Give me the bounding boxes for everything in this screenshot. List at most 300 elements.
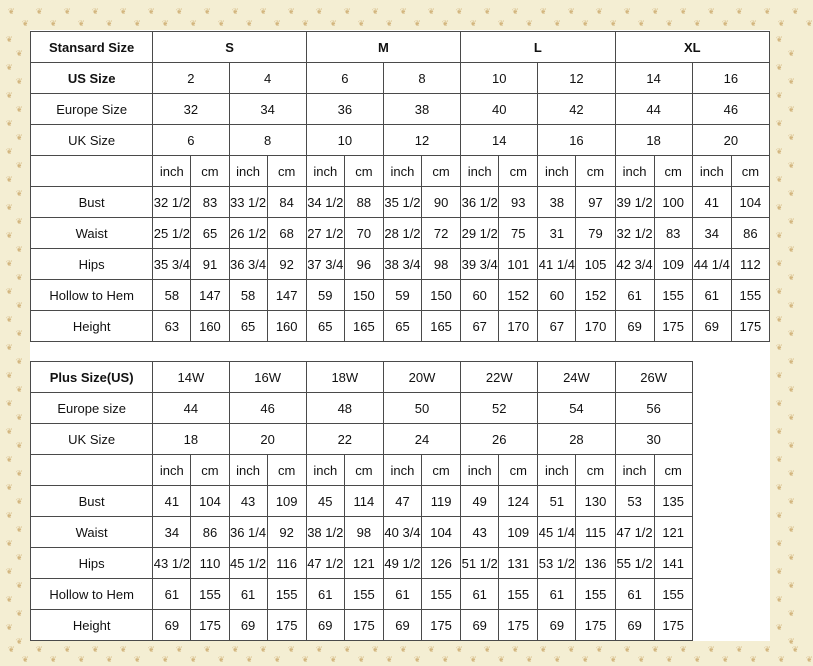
measurement-row [31,579,770,610]
us-size-cell: 16 [692,63,769,94]
unit-inch: inch [306,455,344,486]
paw-print-icon: ❦ [330,655,337,664]
measurement-row [31,486,770,517]
unit-cm: cm [191,455,229,486]
paw-print-icon: ❦ [358,19,365,28]
value-inch: 69 [461,610,499,641]
value-inch: 61 [229,579,267,610]
value-cm: 109 [499,517,538,548]
plus-europe-size-cell: 50 [383,393,460,424]
uk-size-cell: 8 [229,125,306,156]
plus-us-size-cell: 16W [229,362,306,393]
paw-print-icon: ❦ [456,7,463,16]
unit-row [31,156,770,187]
size-group-xl: XL [615,32,769,63]
paw-print-icon: ❦ [442,655,449,664]
value-cm: 121 [654,517,692,548]
value-cm: 155 [654,280,692,311]
paw-print-icon: ❦ [776,343,783,352]
measurement-label: Waist [31,218,153,249]
value-cm: 96 [344,249,383,280]
value-cm: 121 [344,548,383,579]
paw-print-icon: ❦ [806,655,813,664]
europe-size-cell: 32 [153,94,229,125]
value-cm: 175 [731,311,769,342]
paw-print-icon: ❦ [16,301,23,310]
paw-print-icon: ❦ [776,623,783,632]
value-cm: 160 [267,311,306,342]
paw-print-icon: ❦ [302,19,309,28]
paw-print-icon: ❦ [6,455,13,464]
unit-inch: inch [461,156,499,187]
value-inch: 61 [615,280,654,311]
paw-print-icon: ❦ [788,77,795,86]
value-inch: 60 [538,280,576,311]
paw-print-icon: ❦ [776,399,783,408]
value-inch: 36 3/4 [229,249,267,280]
value-inch: 47 1/2 [615,517,654,548]
paw-print-icon: ❦ [120,645,127,654]
value-inch: 31 [538,218,576,249]
paw-print-icon: ❦ [274,19,281,28]
paw-print-icon: ❦ [470,655,477,664]
value-cm: 150 [344,280,383,311]
value-inch: 34 1/2 [306,187,344,218]
value-cm: 147 [191,280,229,311]
value-cm: 175 [654,610,692,641]
value-cm: 104 [422,517,461,548]
value-inch: 41 [692,187,731,218]
value-cm: 126 [422,548,461,579]
paw-print-icon: ❦ [50,655,57,664]
unit-row-label-empty [31,455,153,486]
paw-print-icon: ❦ [708,7,715,16]
paw-print-icon: ❦ [736,645,743,654]
value-cm: 165 [422,311,461,342]
paw-print-icon: ❦ [16,217,23,226]
value-inch: 39 3/4 [461,249,499,280]
paw-print-icon: ❦ [776,371,783,380]
value-inch: 36 1/4 [229,517,267,548]
value-inch: 45 [306,486,344,517]
plus-us-size-cell: 24W [538,362,615,393]
value-cm: 79 [576,218,615,249]
paw-print-icon: ❦ [484,7,491,16]
blank-cell [692,579,769,610]
value-inch: 38 [538,187,576,218]
paw-print-icon: ❦ [776,175,783,184]
value-inch: 69 [383,610,421,641]
plus-measurement-rows [31,486,770,641]
paw-print-icon: ❦ [498,19,505,28]
value-cm: 104 [731,187,769,218]
value-cm: 92 [267,249,306,280]
paw-print-icon: ❦ [652,7,659,16]
paw-print-icon: ❦ [6,595,13,604]
paw-print-icon: ❦ [806,19,813,28]
value-inch: 42 3/4 [615,249,654,280]
paw-print-icon: ❦ [498,655,505,664]
measurement-label: Hollow to Hem [31,579,153,610]
value-cm: 155 [499,579,538,610]
paw-print-icon: ❦ [16,413,23,422]
paw-print-icon: ❦ [776,231,783,240]
uk-size-cell: 14 [461,125,538,156]
paw-print-icon: ❦ [6,147,13,156]
paw-print-icon: ❦ [134,655,141,664]
unit-cm: cm [344,455,383,486]
paw-print-icon: ❦ [302,655,309,664]
value-inch: 63 [153,311,191,342]
unit-cm: cm [654,455,692,486]
paw-print-icon: ❦ [6,399,13,408]
paw-print-icon: ❦ [358,655,365,664]
paw-print-icon: ❦ [190,19,197,28]
paw-print-icon: ❦ [134,19,141,28]
value-cm: 88 [344,187,383,218]
value-cm: 92 [267,517,306,548]
paw-print-icon: ❦ [372,7,379,16]
paw-print-icon: ❦ [246,19,253,28]
value-cm: 112 [731,249,769,280]
us-size-cell: 2 [153,63,229,94]
measurement-label: Hollow to Hem [31,280,153,311]
paw-print-icon: ❦ [624,7,631,16]
value-inch: 65 [306,311,344,342]
paw-print-icon: ❦ [260,645,267,654]
paw-print-icon: ❦ [596,7,603,16]
value-cm: 86 [731,218,769,249]
value-inch: 28 1/2 [383,218,421,249]
blank-cell [692,548,769,579]
paw-print-icon: ❦ [16,497,23,506]
paw-print-icon: ❦ [776,483,783,492]
value-cm: 93 [499,187,538,218]
paw-print-icon: ❦ [218,19,225,28]
paw-print-icon: ❦ [596,645,603,654]
unit-inch: inch [383,455,421,486]
plus-uk-size-cell: 24 [383,424,460,455]
value-inch: 32 1/2 [615,218,654,249]
paw-print-icon: ❦ [386,19,393,28]
us-size-cell: 4 [229,63,306,94]
paw-print-icon: ❦ [414,655,421,664]
value-inch: 49 [461,486,499,517]
measurement-row [31,187,770,218]
unit-inch: inch [538,156,576,187]
blank-cell [692,393,769,424]
europe-size-row [31,94,770,125]
value-inch: 47 [383,486,421,517]
blank-cell [692,362,769,393]
paw-print-icon: ❦ [568,645,575,654]
value-cm: 109 [267,486,306,517]
value-cm: 155 [344,579,383,610]
value-inch: 39 1/2 [615,187,654,218]
blank-cell [692,610,769,641]
value-cm: 109 [654,249,692,280]
value-inch: 65 [229,311,267,342]
unit-cm: cm [731,156,769,187]
standard-measurement-rows [31,187,770,342]
paw-print-icon: ❦ [288,645,295,654]
paw-print-icon: ❦ [6,259,13,268]
paw-print-icon: ❦ [372,645,379,654]
paw-print-icon: ❦ [232,7,239,16]
paw-print-icon: ❦ [526,19,533,28]
measurement-label: Waist [31,517,153,548]
plus-uk-size-cell: 22 [306,424,383,455]
paw-print-icon: ❦ [92,645,99,654]
paw-print-icon: ❦ [6,119,13,128]
paw-print-icon: ❦ [788,497,795,506]
value-cm: 116 [267,548,306,579]
paw-print-icon: ❦ [776,63,783,72]
paw-print-icon: ❦ [680,645,687,654]
paw-print-icon: ❦ [788,441,795,450]
paw-print-icon: ❦ [792,7,799,16]
value-cm: 175 [654,311,692,342]
value-cm: 175 [576,610,615,641]
paw-print-icon: ❦ [764,645,771,654]
plus-europe-size-cell: 56 [615,393,692,424]
paw-print-icon: ❦ [16,553,23,562]
value-cm: 70 [344,218,383,249]
value-inch: 61 [383,579,421,610]
value-cm: 152 [576,280,615,311]
standard-size-table [30,31,770,342]
value-inch: 49 1/2 [383,548,421,579]
paw-print-icon: ❦ [666,655,673,664]
value-cm: 104 [191,486,229,517]
uk-size-row [31,125,770,156]
paw-print-icon: ❦ [456,645,463,654]
paw-print-icon: ❦ [788,637,795,646]
paw-print-icon: ❦ [582,19,589,28]
value-cm: 155 [576,579,615,610]
value-cm: 175 [191,610,229,641]
value-cm: 136 [576,548,615,579]
plus-europe-size-cell: 44 [153,393,229,424]
paw-print-icon: ❦ [788,189,795,198]
paw-print-icon: ❦ [148,7,155,16]
size-group-row [31,32,770,63]
paw-print-icon: ❦ [22,655,29,664]
value-inch: 61 [306,579,344,610]
paw-print-icon: ❦ [92,7,99,16]
europe-size-label: Europe Size [31,94,153,125]
paw-print-icon: ❦ [788,609,795,618]
paw-print-icon: ❦ [776,119,783,128]
paw-print-icon: ❦ [776,595,783,604]
us-size-cell: 6 [306,63,383,94]
paw-print-icon: ❦ [22,19,29,28]
paw-print-icon: ❦ [694,19,701,28]
paw-print-icon: ❦ [582,655,589,664]
paw-print-icon: ❦ [610,655,617,664]
paw-print-icon: ❦ [176,645,183,654]
paw-print-icon: ❦ [776,427,783,436]
paw-print-icon: ❦ [218,655,225,664]
standard-size-header: Stansard Size [31,32,153,63]
measurement-label: Bust [31,187,153,218]
plus-us-size-cell: 22W [461,362,538,393]
uk-size-cell: 20 [692,125,769,156]
paw-print-icon: ❦ [16,385,23,394]
europe-size-cell: 44 [615,94,692,125]
paw-print-icon: ❦ [204,7,211,16]
measurement-row [31,311,770,342]
value-inch: 43 [461,517,499,548]
paw-print-icon: ❦ [470,19,477,28]
paw-print-icon: ❦ [6,175,13,184]
unit-inch: inch [461,455,499,486]
measurement-label: Height [31,610,153,641]
paw-print-icon: ❦ [776,511,783,520]
value-cm: 175 [267,610,306,641]
paw-print-icon: ❦ [776,315,783,324]
paw-print-icon: ❦ [540,645,547,654]
paw-print-icon: ❦ [400,7,407,16]
size-group-m: M [306,32,460,63]
paw-print-icon: ❦ [776,35,783,44]
paw-print-icon: ❦ [638,655,645,664]
unit-inch: inch [229,455,267,486]
paw-print-icon: ❦ [274,655,281,664]
value-cm: 86 [191,517,229,548]
paw-print-icon: ❦ [750,19,757,28]
blank-cell [692,486,769,517]
paw-print-icon: ❦ [442,19,449,28]
paw-print-icon: ❦ [386,655,393,664]
paw-print-icon: ❦ [106,655,113,664]
value-inch: 69 [538,610,576,641]
paw-print-icon: ❦ [6,371,13,380]
plus-uk-size-cell: 28 [538,424,615,455]
value-inch: 67 [538,311,576,342]
value-inch: 61 [692,280,731,311]
paw-print-icon: ❦ [6,35,13,44]
paw-print-icon: ❦ [792,645,799,654]
paw-print-icon: ❦ [428,645,435,654]
value-cm: 83 [191,187,229,218]
paw-print-icon: ❦ [776,455,783,464]
value-inch: 27 1/2 [306,218,344,249]
value-inch: 34 [153,517,191,548]
paw-print-icon: ❦ [16,189,23,198]
unit-cm: cm [422,156,461,187]
paw-print-icon: ❦ [788,553,795,562]
value-inch: 45 1/4 [538,517,576,548]
paw-print-icon: ❦ [764,7,771,16]
paw-print-icon: ❦ [16,161,23,170]
value-inch: 37 3/4 [306,249,344,280]
paw-print-icon: ❦ [512,645,519,654]
size-group-l: L [461,32,615,63]
measurement-row [31,280,770,311]
value-cm: 160 [191,311,229,342]
measurement-row [31,548,770,579]
value-cm: 84 [267,187,306,218]
paw-print-icon: ❦ [554,655,561,664]
value-cm: 100 [654,187,692,218]
value-cm: 90 [422,187,461,218]
paw-print-icon: ❦ [8,7,15,16]
paw-print-icon: ❦ [16,357,23,366]
value-cm: 75 [499,218,538,249]
unit-cm: cm [344,156,383,187]
plus-size-header: Plus Size(US) [31,362,153,393]
paw-print-icon: ❦ [788,469,795,478]
value-cm: 175 [499,610,538,641]
paw-print-icon: ❦ [78,655,85,664]
paw-print-icon: ❦ [260,7,267,16]
paw-print-icon: ❦ [484,645,491,654]
unit-cm: cm [654,156,692,187]
value-inch: 26 1/2 [229,218,267,249]
value-cm: 135 [654,486,692,517]
value-cm: 98 [344,517,383,548]
value-cm: 155 [731,280,769,311]
value-cm: 175 [344,610,383,641]
paw-print-icon: ❦ [788,329,795,338]
paw-print-icon: ❦ [788,273,795,282]
paw-print-icon: ❦ [64,645,71,654]
paw-print-icon: ❦ [778,19,785,28]
paw-print-icon: ❦ [776,567,783,576]
paw-print-icon: ❦ [778,655,785,664]
value-cm: 175 [422,610,461,641]
paw-print-icon: ❦ [16,637,23,646]
value-inch: 69 [229,610,267,641]
plus-uk-size-cell: 30 [615,424,692,455]
blank-cell [692,517,769,548]
value-inch: 38 1/2 [306,517,344,548]
measurement-row [31,249,770,280]
value-cm: 114 [344,486,383,517]
paw-print-icon: ❦ [6,315,13,324]
paw-print-icon: ❦ [788,217,795,226]
plus-us-size-cell: 26W [615,362,692,393]
paw-print-icon: ❦ [162,655,169,664]
value-inch: 29 1/2 [461,218,499,249]
plus-europe-size-cell: 52 [461,393,538,424]
unit-inch: inch [692,156,731,187]
unit-inch: inch [229,156,267,187]
paw-print-icon: ❦ [750,655,757,664]
paw-print-icon: ❦ [288,7,295,16]
paw-print-icon: ❦ [788,581,795,590]
value-inch: 69 [615,610,654,641]
plus-uk-size-cell: 26 [461,424,538,455]
value-inch: 51 1/2 [461,548,499,579]
value-cm: 155 [191,579,229,610]
unit-inch: inch [153,156,191,187]
value-cm: 150 [422,280,461,311]
us-size-label: US Size [31,63,153,94]
paw-print-icon: ❦ [6,63,13,72]
paw-print-icon: ❦ [16,49,23,58]
paw-print-icon: ❦ [722,655,729,664]
paw-print-icon: ❦ [414,19,421,28]
europe-size-cell: 38 [383,94,460,125]
value-inch: 38 3/4 [383,249,421,280]
value-cm: 131 [499,548,538,579]
measurement-row [31,218,770,249]
paw-print-icon: ❦ [554,19,561,28]
value-inch: 69 [153,610,191,641]
plus-uk-size-cell: 20 [229,424,306,455]
